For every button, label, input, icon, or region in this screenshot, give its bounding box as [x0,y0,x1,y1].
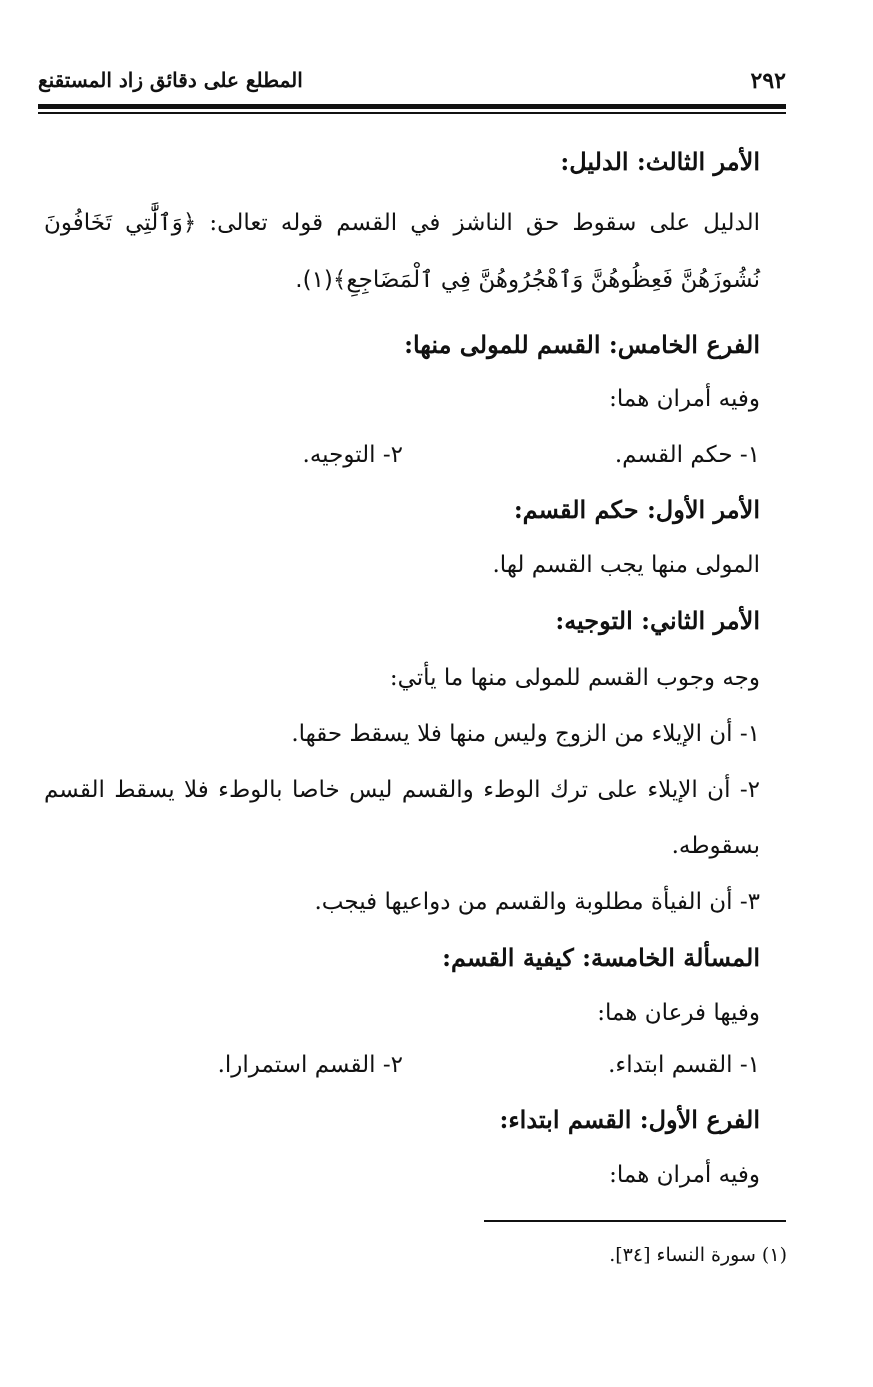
heading-fifth-issue: المسألة الخامسة: كيفية القسم: [442,943,760,972]
paragraph-line: وفيها فرعان هما: [597,1000,760,1026]
list-item: ١- حكم القسم. [614,442,760,468]
list-item: ٢- أن الإيلاء على ترك الوطء والقسم ليس خاصا بالوطء فلا يسقط القسم [44,777,760,803]
page-header [38,66,786,100]
header-rule-thick [38,104,786,109]
paragraph-line: وجه وجوب القسم للمولى منها ما يأتي: [389,665,760,691]
heading-evidence: الأمر الثالث: الدليل: [560,147,760,176]
paragraph-line: المولى منها يجب القسم لها. [492,552,760,578]
running-title: المطلع على دقائق زاد المستقنع [38,68,303,92]
heading-second-matter: الأمر الثاني: التوجيه: [555,606,760,635]
heading-first-matter: الأمر الأول: حكم القسم: [513,495,760,524]
list-item: ٢- التوجيه. [302,442,403,468]
paragraph-line: وفيه أمران هما: [609,1162,760,1188]
paragraph-line: وفيه أمران هما: [609,386,760,412]
footnote: (١) سورة النساء [٣٤]. [609,1244,787,1266]
header-rule-thin [38,112,786,114]
footnote-rule [484,1220,786,1222]
list-item: ١- القسم ابتداء. [608,1052,760,1078]
paragraph-line: بسقوطه. [671,833,760,859]
list-item: ٣- أن الفيأة مطلوبة والقسم من دواعيها فيجب. [314,889,760,915]
heading-branch-five: الفرع الخامس: القسم للمولى منها: [404,330,760,359]
list-item: ٢- القسم استمرارا. [217,1052,403,1078]
quran-verse-line: نُشُوزَهُنَّ فَعِظُوهُنَّ وَٱهْجُرُوهُنَّ فِي ٱلْمَضَاجِعِ﴾(١). [295,267,760,293]
list-item: ١- أن الإيلاء من الزوج وليس منها فلا يسقط حقها. [291,721,760,747]
heading-first-branch: الفرع الأول: القسم ابتداء: [499,1105,760,1134]
paragraph-line: الدليل على سقوط حق الناشز في القسم قوله تعالى: ﴿وَٱلَّٰتِي تَخَافُونَ [44,210,760,236]
page-number: ٢٩٢ [750,68,786,94]
